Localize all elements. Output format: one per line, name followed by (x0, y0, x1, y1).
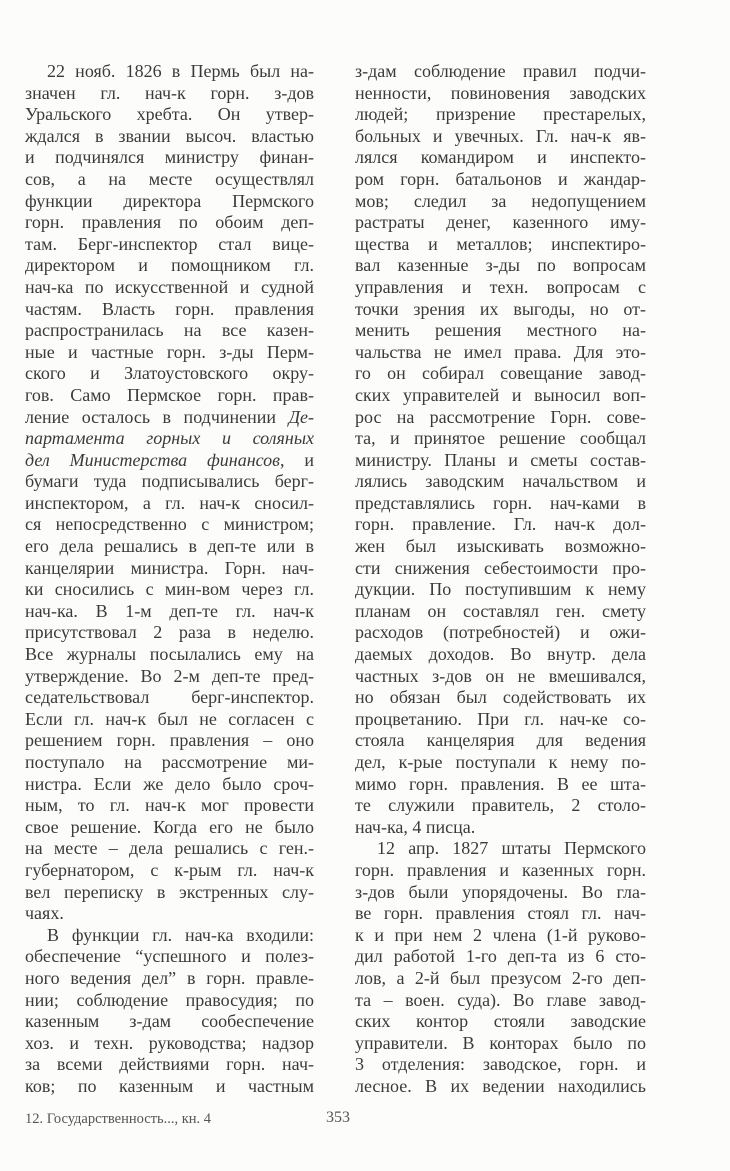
text-line: и подчинялся министру финан- (25, 147, 314, 168)
text-line: значен гл. нач-к горн. з-дов (25, 82, 314, 103)
text-line: жен был изыскивать возможно- (355, 536, 646, 557)
text-line: к и при нем 2 члена (1-й руково- (355, 924, 646, 945)
text-column-left (25, 61, 314, 1098)
text-line: представлялись горн. нач-ками в (355, 492, 646, 513)
text-line: Все журналы посылались ему на (25, 644, 314, 665)
text-line: управления и техн. вопросам с (355, 276, 646, 297)
text-line: чальства не имел права. Для это- (355, 341, 646, 362)
text-line: за всеми действиями горн. нач- (25, 1054, 314, 1075)
text-line: дел, к-рые поступали к нему по- (355, 752, 646, 772)
text-line: даемых доходов. Во внутр. дела (355, 644, 646, 665)
text-line: горн. правление. Гл. нач-к дол- (355, 514, 646, 535)
text-line: те служили правитель, 2 столо- (355, 795, 646, 816)
text-line: процветанию. При гл. нач-ке со- (355, 708, 646, 729)
text-line: ки сносились с мин-вом через гл. (25, 579, 314, 600)
text-line: ся непосредственно с министром; (25, 514, 314, 535)
text-line: частных з-дов он не вмешивался, (355, 665, 646, 686)
text-span: , и (280, 449, 314, 470)
text-line (25, 450, 314, 472)
text-line: его дела решались в деп-те или в (25, 536, 314, 557)
text-line: ков; по казенным и частным (25, 1075, 314, 1096)
text-line: директором и помощником гл. (25, 255, 314, 276)
text-line: ненности, повиновения заводских (355, 82, 646, 103)
text-line: ным, то гл. нач-к мог провести (25, 795, 314, 816)
text-column-right (355, 61, 646, 1098)
text-line: планам он составлял ген. смету (355, 600, 646, 621)
text-line: лов, а 2-й был презусом 2-го деп- (355, 967, 646, 988)
text-line: щества и металлов; инспектиро- (355, 233, 646, 254)
text-line: мов; следил за недопущением (355, 190, 646, 211)
text-line: горн. правления по обоим деп- (25, 212, 314, 233)
text-line: растраты денег, казенного иму- (355, 212, 646, 233)
text-line: ром горн. батальонов и жандар- (355, 168, 646, 189)
text-line: присутствовал 2 раза в неделю. (25, 622, 314, 643)
text-line: Уральского хребта. Он утвер- (25, 104, 314, 125)
text-line: седательствовал берг-инспектор. (25, 687, 314, 708)
text-line: з-дам соблюдение правил подчи- (355, 61, 646, 81)
text-line: ве горн. правления стоял гл. нач- (355, 903, 646, 924)
text-line: Если гл. нач-к был не согласен с (25, 708, 314, 729)
text-line: 12 апр. 1827 штаты Пермского (377, 838, 646, 859)
text-line: расходов (потребностей) и ожи- (355, 622, 646, 643)
text-line: ских контор стояли заводские (355, 1011, 646, 1032)
text-line: точки зрения их выгоды, но от- (355, 298, 646, 319)
text-line: функции директора Пермского (25, 190, 314, 211)
text-line: распространилась на все казен- (25, 320, 314, 341)
italic-text: дел Министерства финансов (25, 449, 280, 470)
text-line: 22 нояб. 1826 в Пермь был на- (47, 61, 314, 81)
text-line: гов. Само Пермское горн. прав- (25, 384, 314, 405)
text-line: нии; соблюдение правосудия; по (25, 989, 314, 1010)
text-line: но обязан был содействовать их (355, 687, 646, 708)
text-line: нистра. Если же дело было сроч- (25, 773, 314, 794)
text-line: нач-ка. В 1-м деп-те гл. нач-к (25, 600, 314, 621)
text-line: дил работой 1-го деп-та из 6 сто- (355, 946, 646, 967)
text-line: В функции гл. нач-ка входили: (47, 924, 314, 945)
text-line: та – воен. суда). Во главе завод- (355, 989, 646, 1010)
page-number: 353 (326, 1109, 350, 1126)
text-line (25, 428, 314, 450)
text-line: решением горн. правления – оно (25, 730, 314, 751)
text-line: сов, а на месте осуществлял (25, 168, 314, 189)
text-line: вал казенные з-ды по вопросам (355, 255, 646, 276)
text-line: утверждение. Во 2-м деп-те пред- (25, 665, 314, 686)
text-line: чаях. (25, 903, 64, 924)
text-line: стояла канцелярия для ведения (355, 730, 646, 751)
text-line: министру. Планы и сметы состав- (355, 449, 646, 470)
text-line: губернатором, с к-рым гл. нач-к (25, 859, 314, 880)
text-line: частям. Власть горн. правления (25, 298, 314, 319)
italic-text: Де- (288, 406, 314, 427)
text-line: больных и увечных. Гл. нач-к яв- (355, 125, 646, 146)
text-line: вел переписку в экстренных слу- (25, 881, 314, 902)
text-line: канцелярии министра. Горн. нач- (25, 557, 314, 578)
text-line: бумаги туда подписывались берг- (25, 471, 314, 492)
text-line: казенным з-дам сообеспечение (25, 1011, 314, 1032)
text-line: рос на рассмотрение Горн. сове- (355, 406, 646, 427)
text-line: свое решение. Когда его не было (25, 816, 314, 837)
running-footer-title: 12. Государственность..., кн. 4 (25, 1111, 212, 1127)
text-line: мимо горн. правления. В ее шта- (355, 773, 646, 794)
text-line: управители. В конторах было по (355, 1032, 646, 1053)
text-line: нач-ка по искусственной и судной (25, 276, 314, 297)
text-line: ждался в звании высоч. властью (25, 125, 314, 146)
text-line: з-дов были упорядочены. Во гла- (355, 881, 646, 902)
text-line (25, 407, 314, 429)
text-line: ских управителей и выносил воп- (355, 384, 646, 405)
text-line: инспектором, а гл. нач-к сносил- (25, 492, 314, 513)
text-line: ные и частные горн. з-ды Перм- (25, 341, 314, 362)
text-line: лялись заводским начальством и (355, 471, 646, 492)
text-line: поступало на рассмотрение ми- (25, 752, 314, 772)
text-line: дукции. По поступившим к нему (355, 579, 646, 600)
text-line: горн. правления и казенных горн. (355, 859, 646, 880)
text-line: хоз. и техн. руководства; надзор (25, 1032, 314, 1053)
text-line: людей; призрение престарелых, (355, 104, 646, 125)
text-line: на месте – дела решались с ген.- (25, 838, 314, 859)
text-line: ского и Златоустовского окру- (25, 363, 314, 384)
text-line: го он собирал совещание завод- (355, 363, 646, 384)
text-line: лесное. В их ведении находились (355, 1075, 646, 1096)
italic-text: партамента горных и соляных (25, 428, 314, 449)
text-line: нач-ка, 4 писца. (355, 816, 476, 837)
text-line: та, и принятое решение сообщал (355, 428, 646, 449)
text-span: ление осталось в подчинении (25, 406, 289, 427)
text-line: там. Берг-инспектор стал вице- (25, 233, 314, 254)
text-line: ного ведения дел” в горн. правле- (25, 967, 314, 988)
text-line: 3 отделения: заводское, горн. и (355, 1054, 646, 1075)
text-line: обеспечение “успешного и полез- (25, 946, 314, 967)
text-line: сти снижения себестоимости про- (355, 557, 646, 578)
text-line: менить решения местного на- (355, 320, 646, 341)
text-line: лялся командиром и инспекто- (355, 147, 646, 168)
